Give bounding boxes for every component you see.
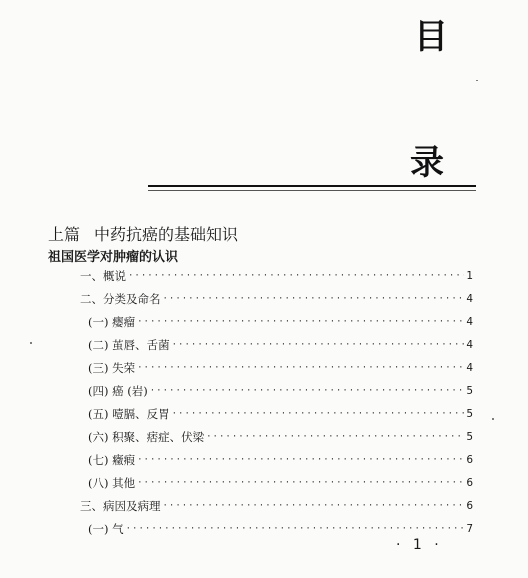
toc-entry[interactable] bbox=[88, 450, 473, 470]
page-number: · 1 · bbox=[396, 537, 443, 553]
dot-leader bbox=[150, 381, 465, 401]
toc-entry-page: 7 bbox=[466, 523, 473, 535]
dot-leader bbox=[172, 404, 465, 424]
toc-entry-label: (一) 瘿瘤 bbox=[88, 315, 136, 329]
dot-leader bbox=[172, 335, 465, 355]
toc-entry-label: 二、分类及命名 bbox=[80, 292, 161, 306]
dot-leader bbox=[163, 289, 465, 309]
title-character-mu: 目 bbox=[414, 17, 448, 57]
toc-entry-label: 三、病因及病理 bbox=[80, 499, 161, 513]
toc-entry-page: 5 bbox=[466, 431, 473, 443]
toc-entry-label: (六) 积聚、痞症、伏梁 bbox=[88, 430, 205, 444]
toc-entry[interactable] bbox=[88, 358, 473, 378]
dot-leader bbox=[163, 496, 465, 516]
toc-entry-page: 4 bbox=[466, 293, 473, 305]
toc-entry[interactable] bbox=[80, 496, 473, 516]
toc-entry[interactable] bbox=[80, 266, 473, 286]
toc-entry-page: 6 bbox=[466, 454, 473, 466]
toc-entry[interactable] bbox=[88, 312, 473, 332]
toc-entry[interactable] bbox=[88, 519, 473, 539]
scan-speck bbox=[492, 418, 494, 420]
toc-entry-label: 一、概说 bbox=[80, 269, 126, 283]
toc-entry-label: (七) 癥瘕 bbox=[88, 453, 136, 467]
part-number: 上篇 bbox=[48, 225, 81, 244]
toc-entry[interactable] bbox=[88, 404, 473, 424]
toc-entry[interactable] bbox=[88, 473, 473, 493]
toc-entry-page: 1 bbox=[466, 270, 473, 282]
toc-entry[interactable] bbox=[88, 335, 473, 355]
toc-entry-label: (四) 癌 (岩) bbox=[88, 384, 148, 398]
toc-entry-label: (一) 气 bbox=[88, 522, 124, 536]
toc-entry-page: 6 bbox=[466, 477, 473, 489]
toc-entry[interactable] bbox=[80, 289, 473, 309]
toc-entry-page: 4 bbox=[466, 339, 473, 351]
dot-leader bbox=[137, 312, 464, 332]
section-heading: 祖国医学对肿瘤的认识 bbox=[48, 250, 179, 265]
toc-entry-label: (二) 茧唇、舌菌 bbox=[88, 338, 170, 352]
dot-leader bbox=[128, 266, 464, 286]
title-character-lu: 录 bbox=[410, 143, 444, 183]
toc-entry[interactable] bbox=[88, 381, 473, 401]
toc-entry-page: 4 bbox=[466, 316, 473, 328]
dot-leader bbox=[137, 358, 464, 378]
toc-entry[interactable] bbox=[88, 427, 473, 447]
toc-entry-page: 5 bbox=[466, 408, 473, 420]
scan-speck bbox=[476, 80, 478, 81]
toc-entry-label: (八) 其他 bbox=[88, 476, 136, 490]
toc-entry-page: 5 bbox=[466, 385, 473, 397]
part-title: 中药抗癌的基础知识 bbox=[94, 225, 239, 244]
toc-entry-label: (三) 失荣 bbox=[88, 361, 136, 375]
dot-leader bbox=[137, 473, 464, 493]
scan-speck bbox=[30, 342, 32, 344]
dot-leader bbox=[126, 519, 465, 539]
toc-entry-page: 4 bbox=[466, 362, 473, 374]
toc-entry-page: 6 bbox=[466, 500, 473, 512]
dot-leader bbox=[137, 450, 464, 470]
dot-leader bbox=[206, 427, 464, 447]
toc-entry-label: (五) 噎膈、反胃 bbox=[88, 407, 170, 421]
